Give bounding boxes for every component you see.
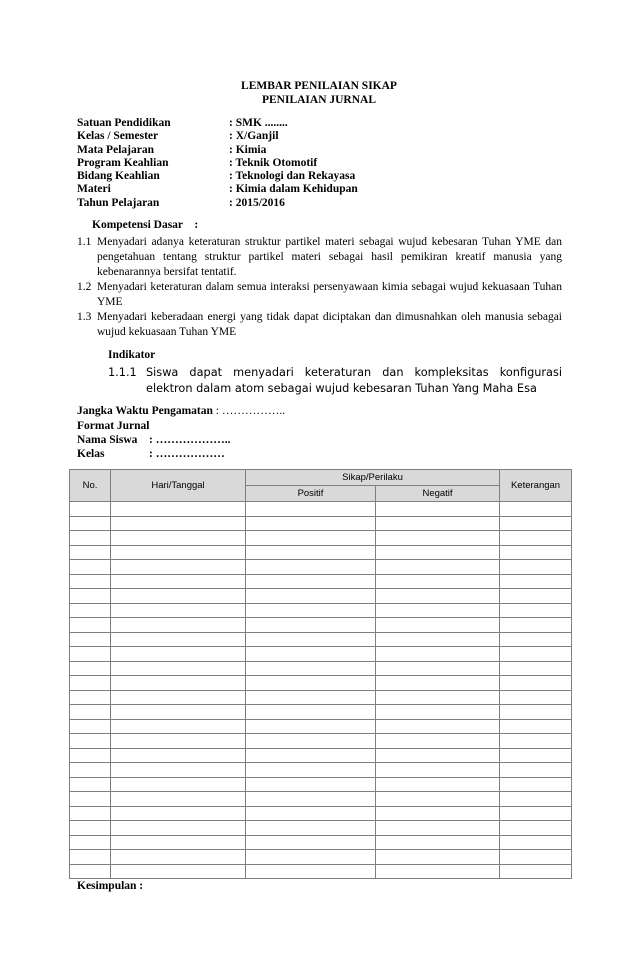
- meta-label: Kelas / Semester: [77, 130, 159, 143]
- cell-negative[interactable]: [376, 545, 500, 560]
- cell-date[interactable]: [111, 777, 246, 792]
- cell-notes[interactable]: [500, 589, 572, 604]
- header-negative: Negatif: [376, 486, 500, 502]
- cell-notes[interactable]: [500, 502, 572, 517]
- competency-item: [77, 280, 562, 310]
- meta-value: : 2015/2016: [229, 196, 285, 209]
- cell-notes[interactable]: [500, 792, 572, 807]
- cell-no[interactable]: [70, 835, 111, 850]
- table-row: [70, 763, 572, 778]
- cell-date[interactable]: [111, 734, 246, 749]
- table-row: [70, 705, 572, 720]
- cell-negative[interactable]: [376, 589, 500, 604]
- competency-text: Menyadari keteraturan dalam semua interaksi persenyawaan kimia sebagai wujud kekuasaan Tuhan YME: [97, 281, 562, 308]
- table-row: [70, 516, 572, 531]
- cell-date[interactable]: [111, 676, 246, 691]
- cell-date[interactable]: [111, 850, 246, 865]
- meta-label: Bidang Keahlian: [77, 170, 160, 183]
- cell-notes[interactable]: [500, 719, 572, 734]
- cell-negative[interactable]: [376, 647, 500, 662]
- cell-date[interactable]: [111, 574, 246, 589]
- cell-notes[interactable]: [500, 748, 572, 763]
- cell-notes[interactable]: [500, 777, 572, 792]
- table-row: [70, 603, 572, 618]
- cell-positive[interactable]: [246, 748, 376, 763]
- cell-notes[interactable]: [500, 676, 572, 691]
- cell-date[interactable]: [111, 603, 246, 618]
- cell-negative[interactable]: [376, 603, 500, 618]
- cell-positive[interactable]: [246, 719, 376, 734]
- cell-positive[interactable]: [246, 603, 376, 618]
- cell-positive[interactable]: [246, 835, 376, 850]
- cell-no[interactable]: [70, 821, 111, 836]
- table-row: [70, 618, 572, 633]
- cell-date[interactable]: [111, 864, 246, 879]
- cell-date[interactable]: [111, 531, 246, 546]
- cell-negative[interactable]: [376, 618, 500, 633]
- meta-value: : Kimia: [229, 143, 267, 156]
- cell-notes[interactable]: [500, 574, 572, 589]
- cell-notes[interactable]: [500, 661, 572, 676]
- cell-no[interactable]: [70, 748, 111, 763]
- cell-no[interactable]: [70, 850, 111, 865]
- cell-negative[interactable]: [376, 516, 500, 531]
- student-name-value: : ………………..: [149, 434, 231, 446]
- cell-negative[interactable]: [376, 574, 500, 589]
- cell-negative[interactable]: [376, 734, 500, 749]
- cell-no[interactable]: [70, 589, 111, 604]
- cell-negative[interactable]: [376, 502, 500, 517]
- cell-no[interactable]: [70, 763, 111, 778]
- cell-no[interactable]: [70, 603, 111, 618]
- header-behavior: Sikap/Perilaku: [246, 470, 500, 486]
- indicator-heading: Indikator: [108, 349, 156, 361]
- cell-positive[interactable]: [246, 632, 376, 647]
- cell-positive[interactable]: [246, 777, 376, 792]
- meta-row-subject: [77, 144, 358, 157]
- meta-value: : X/Ganjil: [229, 130, 279, 143]
- table-row: [70, 821, 572, 836]
- cell-date[interactable]: [111, 835, 246, 850]
- cell-no[interactable]: [70, 632, 111, 647]
- cell-no[interactable]: [70, 734, 111, 749]
- cell-positive[interactable]: [246, 516, 376, 531]
- cell-no[interactable]: [70, 516, 111, 531]
- competency-text: Menyadari adanya keteraturan struktur partikel materi sebagai wujud kebesaran Tuhan YME dan pengetahuan tentang struktur partikel materi sebagai hasil pemikiran kreatif manusia yang kebenarannya bersifat tentatif.: [97, 236, 562, 278]
- meta-row-year: [77, 197, 358, 210]
- cell-negative[interactable]: [376, 806, 500, 821]
- table-row: [70, 661, 572, 676]
- cell-negative[interactable]: [376, 864, 500, 879]
- cell-date[interactable]: [111, 502, 246, 517]
- meta-value: : Kimia dalam Kehidupan: [229, 183, 358, 196]
- competency-number: 1.3: [77, 311, 92, 323]
- cell-date[interactable]: [111, 647, 246, 662]
- table-row: [70, 574, 572, 589]
- class-label: Kelas: [77, 448, 105, 460]
- cell-no[interactable]: [70, 618, 111, 633]
- meta-value: : Teknologi dan Rekayasa: [229, 170, 356, 183]
- meta-value: : Teknik Otomotif: [229, 156, 318, 169]
- cell-positive[interactable]: [246, 850, 376, 865]
- cell-positive[interactable]: [246, 574, 376, 589]
- identity-block: [77, 117, 358, 210]
- cell-date[interactable]: [111, 719, 246, 734]
- table-row: [70, 835, 572, 850]
- cell-negative[interactable]: [376, 763, 500, 778]
- observation-period-label: Jangka Waktu Pengamatan: [77, 405, 213, 417]
- cell-no[interactable]: [70, 502, 111, 517]
- cell-negative[interactable]: [376, 560, 500, 575]
- cell-no[interactable]: [70, 560, 111, 575]
- table-row: [70, 545, 572, 560]
- cell-positive[interactable]: [246, 661, 376, 676]
- meta-value: : SMK ........: [229, 117, 288, 129]
- cell-positive[interactable]: [246, 647, 376, 662]
- cell-positive[interactable]: [246, 705, 376, 720]
- cell-negative[interactable]: [376, 531, 500, 546]
- competency-heading: Kompetensi Dasar :: [92, 219, 199, 231]
- cell-negative[interactable]: [376, 719, 500, 734]
- cell-no[interactable]: [70, 864, 111, 879]
- table-row: [70, 531, 572, 546]
- meta-row-program: [77, 157, 358, 170]
- table-row: [70, 632, 572, 647]
- class-value: : ………………: [149, 448, 225, 460]
- cell-no[interactable]: [70, 690, 111, 705]
- cell-notes[interactable]: [500, 864, 572, 879]
- cell-negative[interactable]: [376, 792, 500, 807]
- cell-date[interactable]: [111, 705, 246, 720]
- cell-positive[interactable]: [246, 618, 376, 633]
- document-title: LEMBAR PENILAIAN SIKAP: [241, 80, 397, 92]
- cell-notes[interactable]: [500, 705, 572, 720]
- cell-negative[interactable]: [376, 850, 500, 865]
- cell-negative[interactable]: [376, 777, 500, 792]
- cell-no[interactable]: [70, 792, 111, 807]
- cell-negative[interactable]: [376, 748, 500, 763]
- journal-body: [70, 502, 572, 879]
- cell-positive[interactable]: [246, 589, 376, 604]
- table-row: [70, 690, 572, 705]
- cell-positive[interactable]: [246, 821, 376, 836]
- header-positive: Positif: [246, 486, 376, 502]
- cell-notes[interactable]: [500, 850, 572, 865]
- cell-negative[interactable]: [376, 676, 500, 691]
- cell-notes[interactable]: [500, 618, 572, 633]
- cell-negative[interactable]: [376, 705, 500, 720]
- competency-text: Menyadari keberadaan energi yang tidak dapat diciptakan dan dimusnahkan oleh manusia sebagai wujud kekuasaan Tuhan YME: [97, 311, 562, 338]
- cell-notes[interactable]: [500, 806, 572, 821]
- meta-label: Mata Pelajaran: [77, 143, 154, 156]
- cell-notes[interactable]: [500, 734, 572, 749]
- table-row: [70, 719, 572, 734]
- cell-positive[interactable]: [246, 690, 376, 705]
- meta-row-material: [77, 183, 358, 196]
- meta-row-class-semester: [77, 130, 358, 143]
- table-row: [70, 748, 572, 763]
- cell-no[interactable]: [70, 531, 111, 546]
- conclusion-label: Kesimpulan :: [77, 880, 144, 892]
- indicator-text: Siswa dapat menyadari keteraturan dan kompleksitas konfigurasi elektron dalam atom sebagai wujud kebesaran Tuhan Yang Maha Esa: [146, 366, 562, 395]
- cell-notes[interactable]: [500, 690, 572, 705]
- table-row: [70, 806, 572, 821]
- cell-date[interactable]: [111, 763, 246, 778]
- cell-notes[interactable]: [500, 560, 572, 575]
- cell-date[interactable]: [111, 545, 246, 560]
- cell-no[interactable]: [70, 705, 111, 720]
- cell-notes[interactable]: [500, 545, 572, 560]
- cell-date[interactable]: [111, 821, 246, 836]
- cell-negative[interactable]: [376, 835, 500, 850]
- competency-list: [77, 235, 562, 340]
- table-row: [70, 734, 572, 749]
- table-row: [70, 777, 572, 792]
- cell-positive[interactable]: [246, 864, 376, 879]
- observation-period: [77, 405, 285, 417]
- meta-label: Satuan Pendidikan: [77, 117, 171, 129]
- cell-positive[interactable]: [246, 531, 376, 546]
- table-row: [70, 502, 572, 517]
- cell-notes[interactable]: [500, 531, 572, 546]
- cell-negative[interactable]: [376, 661, 500, 676]
- table-row: [70, 589, 572, 604]
- class-row: [77, 448, 225, 460]
- table-row: [70, 560, 572, 575]
- cell-date[interactable]: [111, 748, 246, 763]
- cell-notes[interactable]: [500, 603, 572, 618]
- cell-no[interactable]: [70, 545, 111, 560]
- competency-number: 1.1: [77, 236, 92, 248]
- cell-date[interactable]: [111, 516, 246, 531]
- cell-positive[interactable]: [246, 734, 376, 749]
- student-name-row: [77, 434, 230, 446]
- cell-no[interactable]: [70, 661, 111, 676]
- cell-negative[interactable]: [376, 821, 500, 836]
- cell-date[interactable]: [111, 792, 246, 807]
- cell-negative[interactable]: [376, 690, 500, 705]
- cell-date[interactable]: [111, 618, 246, 633]
- table-row: [70, 850, 572, 865]
- journal-format-label: Format Jurnal: [77, 420, 150, 432]
- header-notes: Keterangan: [500, 470, 572, 502]
- cell-positive[interactable]: [246, 545, 376, 560]
- cell-notes[interactable]: [500, 763, 572, 778]
- header-no: No.: [70, 470, 111, 502]
- meta-label: Program Keahlian: [77, 156, 169, 169]
- cell-positive[interactable]: [246, 763, 376, 778]
- competency-item: [77, 235, 562, 280]
- cell-no[interactable]: [70, 806, 111, 821]
- cell-date[interactable]: [111, 690, 246, 705]
- competency-number: 1.2: [77, 281, 92, 293]
- cell-date[interactable]: [111, 632, 246, 647]
- indicator-item: [108, 365, 562, 396]
- cell-date[interactable]: [111, 661, 246, 676]
- table-row: [70, 864, 572, 879]
- meta-label: Materi: [77, 183, 111, 196]
- indicator-number: 1.1.1: [108, 366, 137, 379]
- cell-notes[interactable]: [500, 516, 572, 531]
- cell-notes[interactable]: [500, 821, 572, 836]
- cell-positive[interactable]: [246, 806, 376, 821]
- cell-negative[interactable]: [376, 632, 500, 647]
- table-row: [70, 676, 572, 691]
- cell-positive[interactable]: [246, 502, 376, 517]
- meta-label: Tahun Pelajaran: [77, 196, 160, 209]
- observation-period-value: : ……………..: [212, 405, 286, 417]
- table-row: [70, 647, 572, 662]
- cell-no[interactable]: [70, 777, 111, 792]
- journal-table: [69, 469, 572, 879]
- meta-row-field: [77, 170, 358, 183]
- cell-date[interactable]: [111, 560, 246, 575]
- header-date: Hari/Tanggal: [111, 470, 246, 502]
- cell-positive[interactable]: [246, 560, 376, 575]
- cell-positive[interactable]: [246, 792, 376, 807]
- cell-notes[interactable]: [500, 632, 572, 647]
- cell-no[interactable]: [70, 647, 111, 662]
- meta-row-school: [77, 117, 358, 130]
- cell-date[interactable]: [111, 806, 246, 821]
- cell-notes[interactable]: [500, 835, 572, 850]
- cell-notes[interactable]: [500, 647, 572, 662]
- competency-item: [77, 310, 562, 340]
- student-name-label: Nama Siswa: [77, 434, 138, 446]
- document-subtitle: PENILAIAN JURNAL: [261, 94, 377, 106]
- cell-positive[interactable]: [246, 676, 376, 691]
- table-row: [70, 792, 572, 807]
- cell-no[interactable]: [70, 719, 111, 734]
- cell-no[interactable]: [70, 676, 111, 691]
- cell-no[interactable]: [70, 574, 111, 589]
- cell-date[interactable]: [111, 589, 246, 604]
